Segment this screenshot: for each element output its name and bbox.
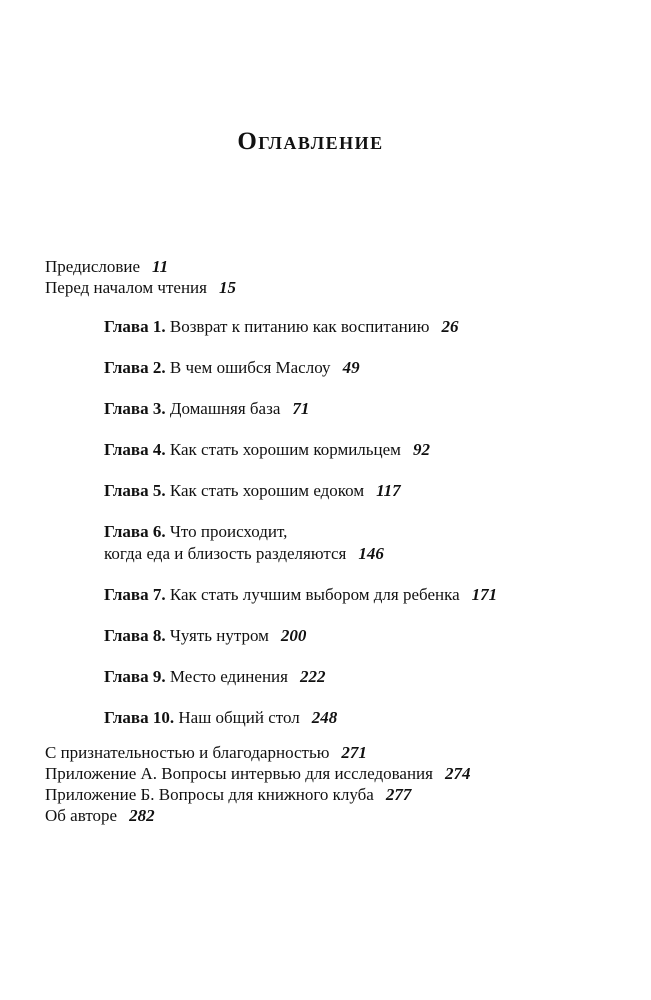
toc-page-number: 171 (471, 585, 498, 604)
chapter-title: Домашняя база (169, 399, 281, 418)
chapter-title: Наш общий стол (178, 708, 300, 727)
chapter-label: Глава 5. (104, 481, 166, 500)
toc-entry-appendix-a (45, 763, 470, 784)
toc-page-number: 248 (311, 708, 338, 727)
chapter-label: Глава 1. (104, 317, 166, 336)
chapter-label: Глава 3. (104, 399, 166, 418)
chapter-title: Как стать лучшим выбором для ребенка (169, 585, 460, 604)
toc-page-number: 92 (412, 440, 430, 459)
page-title: Оглавление (237, 128, 384, 155)
toc-page-number: 117 (376, 481, 401, 500)
chapter-entry-5 (104, 480, 497, 502)
toc-page-number: 71 (292, 399, 310, 418)
chapter-label: Глава 10. (104, 708, 175, 727)
toc-page-number: 26 (441, 317, 459, 336)
chapter-entry-8 (104, 625, 497, 647)
toc-entry-label: Предисловие (45, 257, 141, 276)
chapter-entry-4 (104, 439, 497, 461)
toc-page-number: 49 (342, 358, 360, 377)
toc-entry-label: Об авторе (45, 806, 118, 825)
chapter-entry-3 (104, 398, 497, 420)
back-matter-list (45, 742, 470, 826)
toc-page-number: 200 (280, 626, 307, 645)
toc-page-number: 11 (152, 257, 169, 276)
chapter-entry-2 (104, 357, 497, 379)
chapter-title-line2: когда еда и близость разделяются (104, 544, 347, 563)
chapter-title: Как стать хорошим кормильцем (169, 440, 401, 459)
chapter-title: Что происходит, (169, 522, 288, 541)
chapter-entry-6 (104, 521, 497, 565)
toc-page-number: 277 (385, 785, 412, 804)
toc-entry-label: Перед началом чтения (45, 278, 207, 297)
chapter-entry-7 (104, 584, 497, 606)
chapter-label: Глава 4. (104, 440, 166, 459)
toc-page-number: 274 (444, 764, 471, 783)
chapter-entry-9 (104, 666, 497, 688)
toc-page-number: 222 (299, 667, 326, 686)
chapter-entry-10 (104, 707, 497, 729)
toc-page-number: 15 (218, 278, 236, 297)
toc-entry-preface (45, 256, 236, 277)
toc-page-number: 271 (341, 743, 367, 762)
chapter-title: Как стать хорошим едоком (169, 481, 365, 500)
chapter-title: Возврат к питанию как воспитанию (169, 317, 430, 336)
chapter-label: Глава 7. (104, 585, 166, 604)
toc-entry-before-reading (45, 277, 236, 298)
chapter-title-continued (104, 543, 497, 565)
front-matter-list (45, 256, 236, 298)
toc-entry-appendix-b (45, 784, 470, 805)
toc-entry-label: Приложение А. Вопросы интервью для исследования (45, 764, 433, 783)
toc-entry-label: С признательностью и благодарностью (45, 743, 330, 762)
chapter-label: Глава 8. (104, 626, 166, 645)
chapter-list (104, 316, 497, 748)
chapter-title: Чуять нутром (169, 626, 269, 645)
chapter-title: В чем ошибся Маслоу (169, 358, 331, 377)
toc-entry-acknowledgements (45, 742, 470, 763)
toc-page-number: 282 (129, 806, 155, 825)
chapter-title: Место единения (169, 667, 288, 686)
chapter-label: Глава 6. (104, 522, 166, 541)
chapter-entry-1 (104, 316, 497, 338)
chapter-label: Глава 9. (104, 667, 166, 686)
chapter-label: Глава 2. (104, 358, 166, 377)
toc-entry-label: Приложение Б. Вопросы для книжного клуба (45, 785, 374, 804)
toc-page-number: 146 (358, 544, 384, 563)
toc-entry-about-author (45, 805, 470, 826)
